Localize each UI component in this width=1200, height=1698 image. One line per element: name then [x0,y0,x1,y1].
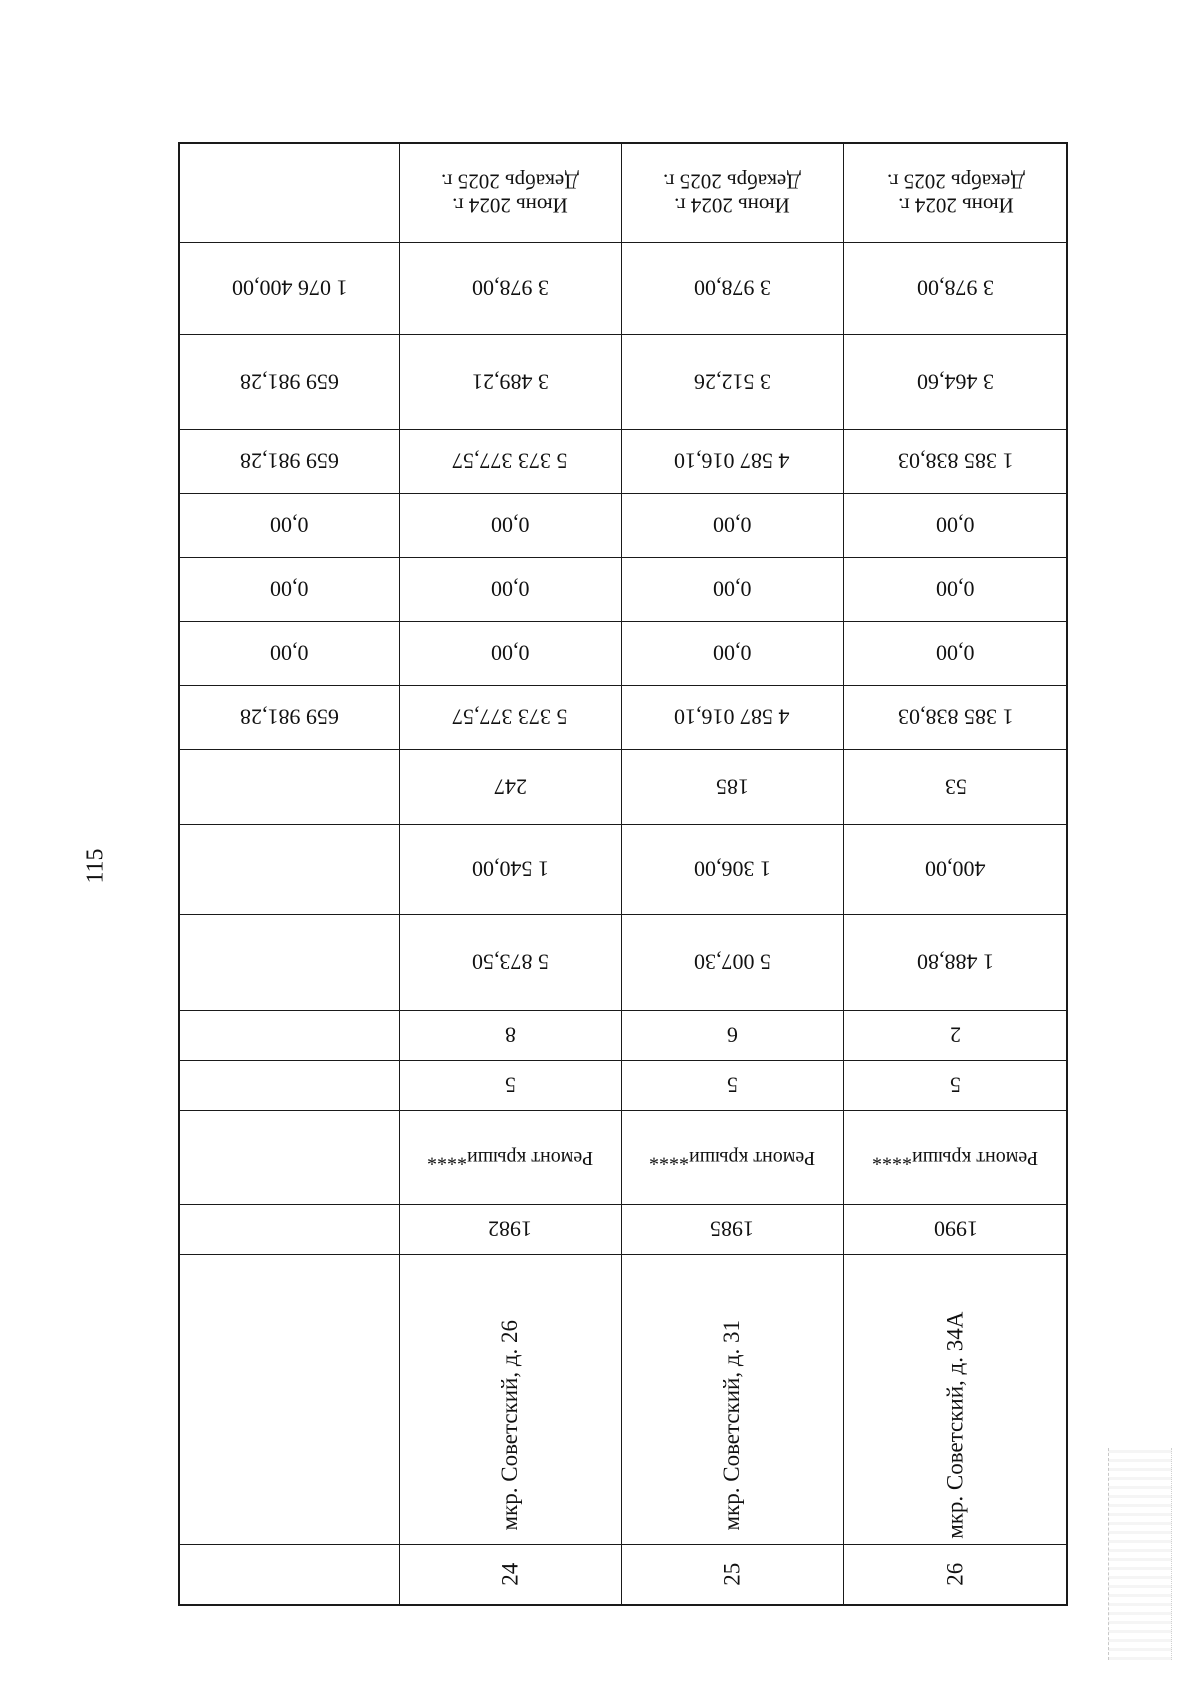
empty-total-cell [180,914,399,1010]
unit-cost-cell: 3 512,26 [693,369,771,395]
owners-fund-cell: 4 587 016,10 [674,448,790,474]
residents-cell: 247 [493,774,527,800]
entrances-cell: 2 [950,1022,961,1048]
federal-fund-cell: 0,00 [490,640,530,666]
period-cell [843,144,1068,242]
floors-cell: 5 [726,1072,738,1098]
year-cell: 1990 [933,1216,978,1242]
residents-cell: 53 [944,774,967,800]
page-number-text: 115 [82,848,109,884]
empty-total-cell [180,1010,399,1060]
regional-fund-cell: 0,00 [712,576,752,602]
total-area-cell: 1 488,80 [917,949,994,975]
address-cell: мкр. Советский, д. 26 [496,1319,522,1531]
empty-total-cell [180,1254,399,1544]
work-type-cell: Ремонт крыши**** [426,1146,594,1169]
address-cell: мкр. Советский, д. 31 [718,1319,744,1531]
unit-cost-cell: 3 464,60 [917,369,994,395]
period-text: Июнь 2024 г. Декабрь 2025 г. [886,169,1025,218]
limit-cost-cell: 3 978,00 [917,275,994,301]
regional-fund-cell: 0,00 [490,576,530,602]
local-fund-cell: 0,00 [936,512,975,538]
floors-cell: 5 [950,1072,961,1098]
living-area-cell: 400,00 [925,856,986,882]
living-area-cell: 1 306,00 [693,856,771,882]
total-local-fund: 0,00 [270,512,309,538]
total-federal-fund: 0,00 [270,640,309,666]
total-limit-cost: 1 076 400,00 [231,275,348,301]
empty-total-cell [180,1544,399,1604]
total-area-cell: 5 007,30 [693,949,771,975]
federal-fund-cell: 0,00 [936,640,975,666]
floors-cell: 5 [504,1072,516,1098]
year-cell: 1985 [710,1216,754,1242]
local-fund-cell: 0,00 [712,512,752,538]
period-text: Июнь 2024 г. Декабрь 2025 г. [663,169,801,218]
empty-total-cell [180,824,399,914]
cost-total-cell: 5 373 377,57 [452,704,568,730]
address-cell: мкр. Советский, д. 34А [942,1311,968,1539]
empty-total-cell [180,1204,399,1254]
repair-schedule-table [178,142,1068,1606]
period-text: Июнь 2024 г. Декабрь 2025 г. [441,169,579,218]
period-cell [621,144,843,242]
period-cell [399,144,621,242]
owners-fund-cell: 5 373 377,57 [452,448,568,474]
row-number-cell: 24 [496,1562,522,1586]
entrances-cell: 8 [504,1022,516,1048]
limit-cost-cell: 3 978,00 [693,275,771,301]
limit-cost-cell: 3 978,00 [471,275,549,301]
local-fund-cell: 0,00 [490,512,530,538]
federal-fund-cell: 0,00 [712,640,752,666]
owners-fund-cell: 1 385 838,03 [897,448,1014,474]
regional-fund-cell: 0,00 [936,576,975,602]
total-owners-fund: 659 981,28 [240,448,339,474]
cost-total-cell: 1 385 838,03 [897,704,1014,730]
work-type-cell: Ремонт крыши**** [648,1146,816,1169]
row-number-cell: 25 [718,1562,744,1586]
cost-total-cell: 4 587 016,10 [674,704,790,730]
empty-total-cell [180,1060,399,1110]
total-regional-fund: 0,00 [270,576,309,602]
total-unit-cost: 659 981,28 [240,369,339,395]
empty-total-cell [180,749,399,824]
entrances-cell: 6 [726,1022,738,1048]
faint-stamp-mark [1108,1448,1172,1660]
living-area-cell: 1 540,00 [471,856,549,882]
residents-cell: 185 [715,774,749,800]
work-type-cell: Ремонт крыши**** [872,1146,1039,1169]
empty-total-cell [180,1110,399,1204]
total-area-cell: 5 873,50 [471,949,549,975]
unit-cost-cell: 3 489,21 [471,369,549,395]
total-cost: 659 981,28 [240,704,339,730]
row-number-cell: 26 [942,1562,968,1586]
year-cell: 1982 [488,1216,532,1242]
